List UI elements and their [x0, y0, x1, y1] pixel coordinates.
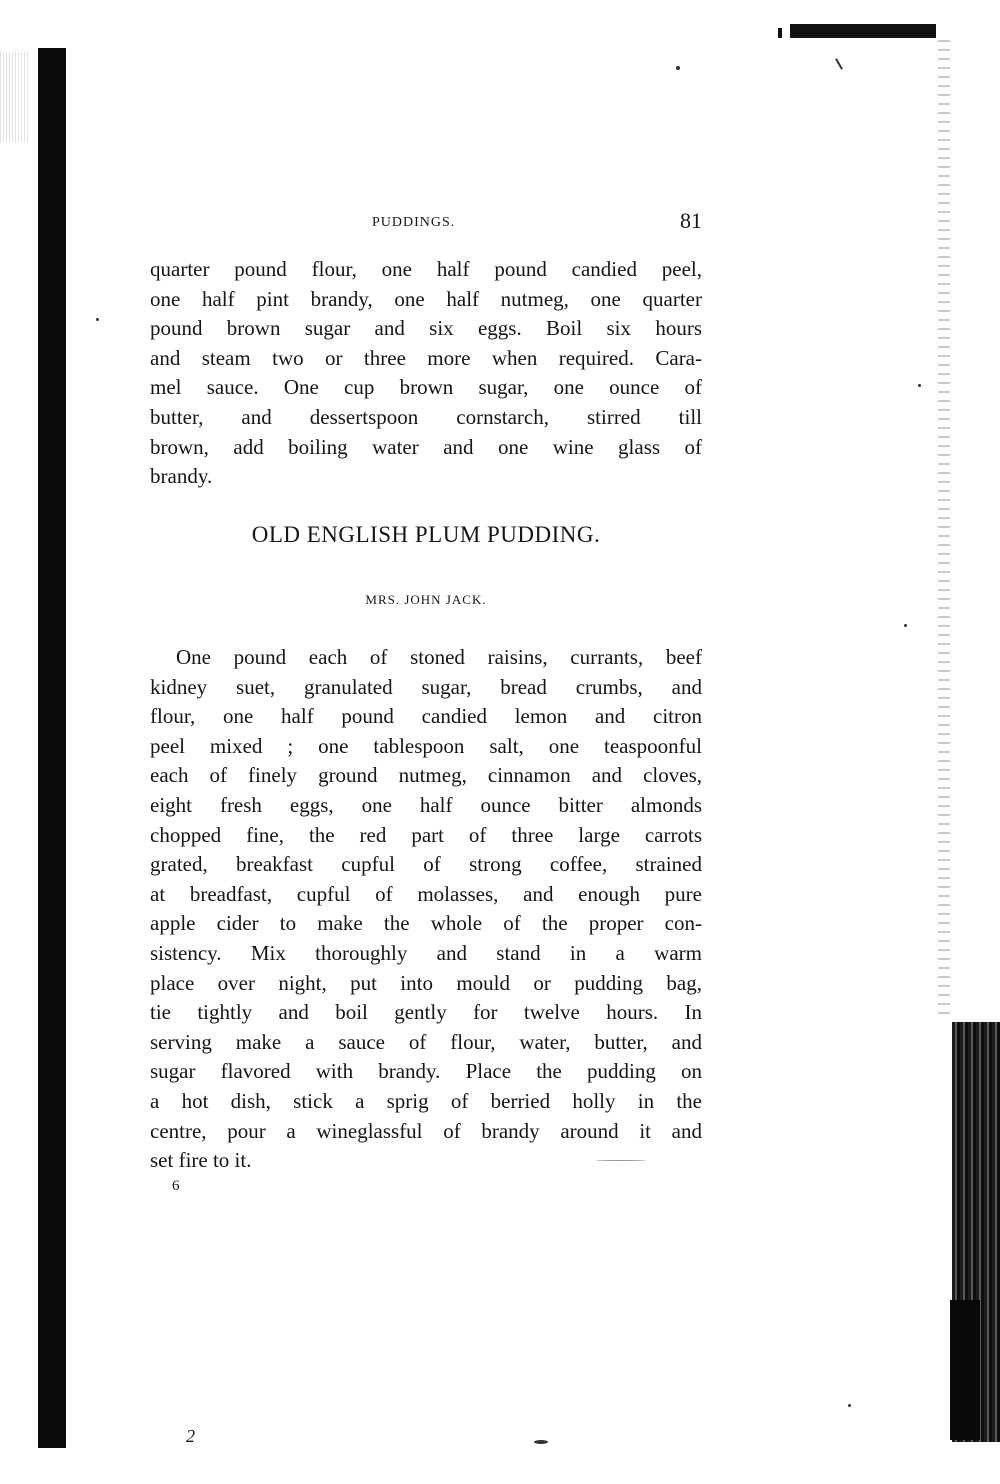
text-line: brandy.	[150, 464, 213, 489]
running-title: PUDDINGS.	[372, 215, 456, 230]
scan-speck	[848, 1404, 851, 1407]
text-line: eight fresh eggs, one half ounce bitter almonds	[150, 792, 702, 817]
text-line: set fire to it.	[150, 1148, 252, 1173]
signature-mark: 6	[172, 1178, 180, 1194]
page-number: 81	[680, 208, 702, 233]
scan-speck	[676, 66, 680, 70]
text-line: tie tightly and boil gently for twelve hours. In	[150, 1000, 702, 1025]
text-line: centre, pour a wineglassful of brandy around it and	[150, 1118, 702, 1143]
recipe-author: MRS. JOHN JACK.	[365, 592, 487, 607]
text-line: sugar flavored with brandy. Place the pudding on	[150, 1059, 702, 1084]
recipe-title: OLD ENGLISH PLUM PUDDING.	[251, 522, 601, 547]
scan-speck	[96, 318, 99, 321]
text-line: butter, and dessertspoon cornstarch, stirred till	[150, 404, 702, 429]
scan-speck	[904, 624, 907, 627]
text-line: apple cider to make the whole of the proper con-	[150, 911, 702, 936]
text-line: at breadfast, cupful of molasses, and enough pure	[150, 881, 702, 906]
text-line: One pound each of stoned raisins, currants, beef	[176, 645, 702, 669]
text-line: and steam two or three more when required. Cara-	[150, 345, 702, 370]
scan-edge-left-noise	[0, 52, 30, 142]
text-line: a hot dish, stick a sprig of berried holly in the	[150, 1088, 702, 1113]
text-line: quarter pound flour, one half pound candied peel,	[150, 257, 702, 281]
text-line: brown, add boiling water and one wine glass of	[150, 434, 702, 459]
text-line: one half pint brandy, one half nutmeg, one quarter	[150, 286, 702, 311]
text-line: place over night, put into mould or pudding bag,	[150, 970, 702, 995]
scan-edge-right-bar-base	[950, 1300, 980, 1440]
text-line: peel mixed ; one tablespoon salt, one teaspoonful	[150, 733, 702, 758]
running-head	[150, 208, 702, 236]
text-line: grated, breakfast cupful of strong coffee, strained	[150, 852, 702, 877]
text-line: chopped fine, the red part of three large carrots	[150, 822, 702, 847]
scan-edge-top-tick	[778, 28, 782, 38]
scan-speck	[918, 384, 921, 387]
text-line: sistency. Mix thoroughly and stand in a warm	[150, 940, 702, 965]
continued-recipe-text	[150, 255, 702, 492]
scan-speck	[835, 58, 843, 69]
scan-edge-right-noise	[938, 40, 950, 1020]
text-line: pound brown sugar and six eggs. Boil six hours	[150, 316, 702, 341]
scan-speck	[534, 1440, 548, 1444]
text-line: each of finely ground nutmeg, cinnamon and cloves,	[150, 763, 702, 788]
scan-edge-top	[790, 24, 936, 38]
scan-edge-left	[38, 48, 66, 1448]
stray-mark: 2	[186, 1426, 195, 1446]
text-line: flour, one half pound candied lemon and citron	[150, 704, 702, 729]
text-line: mel sauce. One cup brown sugar, one ounce of	[150, 375, 702, 400]
text-line: kidney suet, granulated sugar, bread crumbs, and	[150, 674, 702, 699]
recipe-body-text	[150, 643, 702, 1176]
text-line: serving make a sauce of flour, water, butter, and	[150, 1029, 702, 1054]
